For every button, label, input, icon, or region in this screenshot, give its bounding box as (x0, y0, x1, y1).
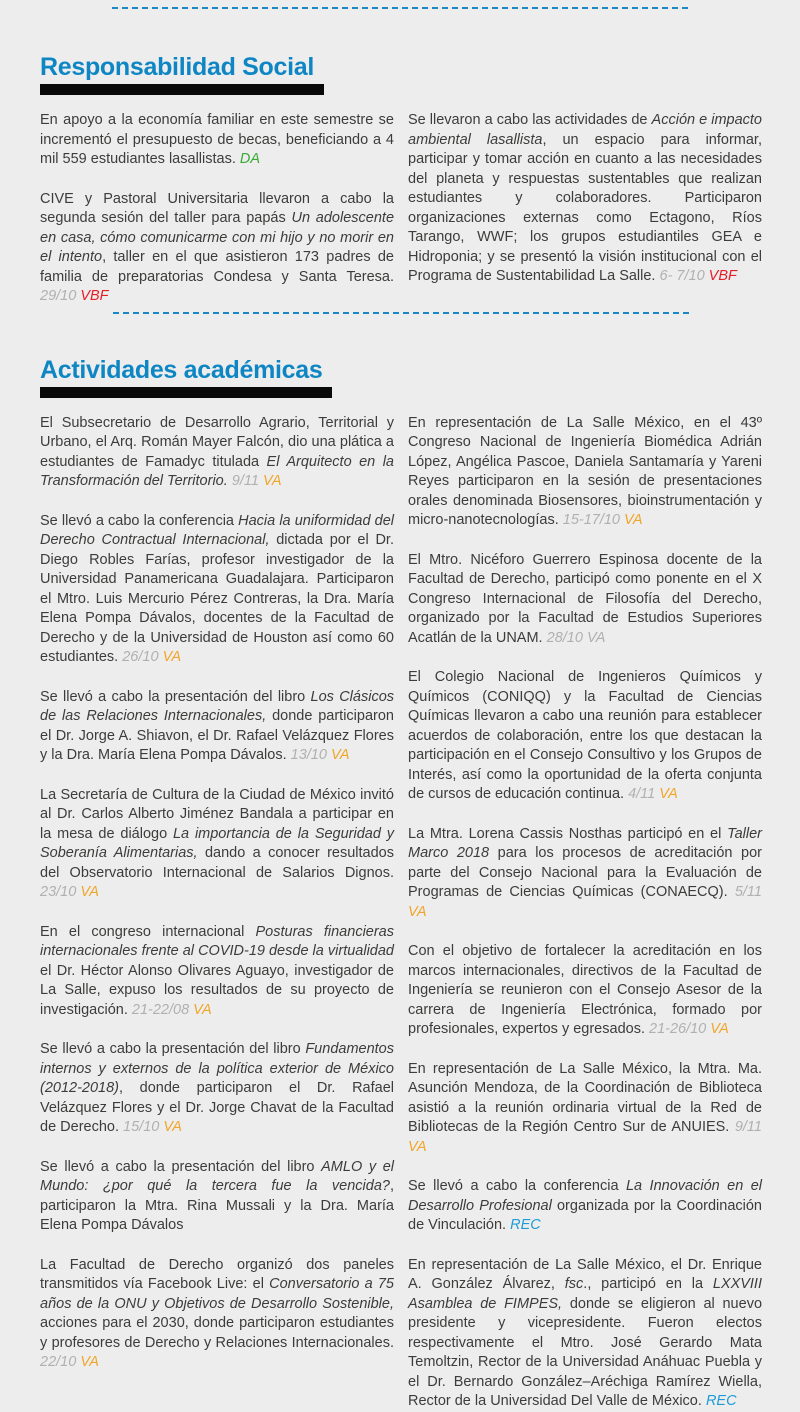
text-run: ., participó en la (583, 1276, 713, 1292)
news-paragraph (40, 512, 394, 668)
italic-text-run: Conversatorio a 75 años de la ONU y Objetivos de Desarrollo Sostenible, (40, 1276, 394, 1312)
news-paragraph (40, 190, 394, 307)
date-stamp: 21-26/10 (649, 1021, 711, 1037)
italic-text-run: LXXVIII Asamblea de FIMPES, (408, 1276, 762, 1312)
section-title-text: Responsabilidad Social (40, 53, 315, 81)
left-column (40, 414, 394, 1373)
dept-tag-va: VA (624, 512, 643, 528)
text-run: Se llevó a cabo la presentación del libro (40, 688, 311, 705)
italic-text-run: Los Clásicos de las Relaciones Internacionales, (40, 688, 395, 724)
text-run: Con el objetivo de fortalecer la acreditación en los marcos internacionales, directivos de la Facultad de Ingeniería se reunieron con el Consejo Asesor de la carrera de Ingeniería Electrónica, formado por profesionales, expertos y egresados. (408, 943, 762, 1037)
news-paragraph (408, 551, 762, 649)
text-run: , un espacio para informar, participar y tomar acción en cuanto a las necesidades del planeta y respuestas sustentables que realizan estudiantes y colaboradores. Participaron organizaciones externas como Ectagono, Ríos Tarango, WWF; los grupos estudiantiles GEA e Hidroponia; y se presentó la visión institucional con el Programa de Sustentabilidad La Salle. (408, 131, 762, 284)
text-run: donde se eligieron al nuevo presidente y vicepresidente. Fueron electos respectivamente el Mtro. José Gerardo Mata Temoltzin, Rector de la Universidad Anáhuac Puebla y el Dr. Bernardo González–Aréchiga Ramírez Wiella, Rector de la Universidad Del Valle de México. (408, 1295, 763, 1409)
date-stamp: 28/10 VA (546, 629, 606, 646)
top-dashed-divider (112, 7, 688, 9)
title-underline-bar (40, 387, 332, 398)
section-actividades-academicas (40, 356, 762, 1412)
text-run: dando a conocer resultados del Observatorio Internacional de Salarios Dignos. (40, 845, 394, 881)
news-paragraph (40, 1040, 394, 1138)
text-run: La Mtra. Lorena Cassis Nosthas participó en el (408, 825, 728, 842)
text-run: , donde participaron el Dr. Rafael Velázquez Flores y el Dr. Jorge Chavat de la Facultad de Derecho. (40, 1080, 394, 1135)
text-run: El Mtro. Nicéforo Guerrero Espinosa docente de la Facultad de Derecho, participó como ponente en el X Congreso Internacional de Filosofía del Derecho, organizado por la Facultad de Estudios Superiores Acatlán de la UNAM. (408, 551, 762, 646)
dept-tag-va: VA (262, 473, 282, 489)
news-paragraph (408, 1177, 762, 1236)
text-run: CIVE y Pastoral Universitaria llevaron a cabo la segunda sesión del taller para papás (40, 190, 394, 226)
text-run: acciones para el 2030, donde participaron estudiantes y profesores de Derecho y Relaciones Internacionales. (40, 1315, 394, 1351)
text-run: dictada por el Dr. Diego Robles Farías, profesor investigador de la Universidad Panamericana Guadalajara. Participaron el Mtro. Luis Mercurio Pérez Contreras, la Dra. María Elena Pompa Dávalos, docentes de la Facultad de Derecho y de la Universidad de Houston así como 60 estudiantes. (40, 532, 394, 665)
dept-tag-va: VA (80, 884, 99, 900)
date-stamp: 21-22/08 (131, 1001, 194, 1018)
text-run: , taller en el que asistieron 173 padres de familia de preparatorias Condesa y Santa Teresa. (40, 249, 394, 285)
date-stamp: 26/10 (122, 649, 163, 665)
italic-text-run: Hacia la uniformidad del Derecho Contractual Internacional, (40, 512, 394, 548)
text-run: Se llevaron a cabo las actividades de (408, 112, 652, 128)
date-stamp: 9/11 (231, 473, 263, 489)
right-column (408, 414, 762, 1412)
text-run: En representación de La Salle México, en el 43º Congreso Nacional de Ingeniería Biomédica Adrián López, Angélica Pascoe, Daniela Santamaría y Yareni Reyes participaron en la sesión de presentaciones orales denominada Biosensores, bioinstrumentación y micro-nanotecnologías. (408, 414, 762, 528)
news-paragraph (40, 1158, 394, 1236)
italic-text-run: La importancia de la Seguridad y Soberanía Alimentarias, (40, 825, 395, 861)
date-stamp: 6- 7/10 (659, 268, 709, 284)
italic-text-run: Taller Marco 2018 (408, 825, 762, 861)
text-run: En el congreso internacional (40, 923, 256, 940)
dept-tag-va: VA (408, 903, 427, 920)
dept-tag-va: VA (330, 747, 350, 763)
dept-tag-rec: REC (705, 1393, 737, 1409)
title-underline-bar (40, 84, 324, 95)
news-paragraph (40, 111, 394, 170)
news-paragraph (40, 688, 394, 766)
dept-tag-va: VA (163, 1119, 182, 1135)
italic-text-run: La Innovación en el Desarrollo Profesional (408, 1178, 762, 1214)
section-header (40, 53, 762, 95)
italic-text-run: fsc (564, 1276, 584, 1292)
dept-tag-da: DA (239, 151, 261, 167)
news-paragraph (40, 786, 394, 903)
news-paragraph (408, 414, 762, 531)
date-stamp: 15-17/10 (562, 512, 625, 528)
dept-tag-rec: REC (510, 1217, 541, 1233)
news-paragraph (40, 923, 394, 1021)
dept-tag-va: VA (162, 649, 182, 665)
text-run: Se llevó a cabo la conferencia (40, 512, 239, 529)
italic-text-run: El Arquitecto en la Transformación del Territorio. (40, 453, 394, 489)
text-run: El Subsecretario de Desarrollo Agrario, Territorial y Urbano, el Arq. Román Mayer Falcón, dio una plática a estudiantes de Famadyc titulada (40, 414, 394, 470)
news-paragraph (408, 942, 762, 1040)
section-title (40, 356, 322, 398)
two-column-layout (40, 414, 762, 1412)
text-run: para los procesos de acreditación por parte del Consejo Nacional para la Evaluación de Programas de Ciencias Químicas (CONAECQ). (408, 845, 762, 900)
text-run: En representación de La Salle México, la Mtra. Ma. Asunción Mendoza, de la Coordinación de Biblioteca asistió a la reunión ordinaria virtual de la Red de Bibliotecas de la Región Centro Sur de ANUIES. (408, 1060, 762, 1135)
news-paragraph (408, 668, 762, 805)
dept-tag-va: VA (80, 1354, 99, 1370)
text-run: La Secretaría de Cultura de la Ciudad de México invitó al Dr. Carlos Alberto Jiménez Bandala a participar en la mesa de diálogo (40, 786, 394, 842)
section-title (40, 53, 314, 95)
news-paragraph (40, 1256, 394, 1373)
date-stamp: 22/10 (40, 1354, 81, 1370)
date-stamp: 4/11 (628, 786, 660, 802)
text-run: Se llevó a cabo la presentación del libro (40, 1041, 306, 1057)
two-column-layout (40, 111, 762, 307)
section-responsabilidad-social (40, 53, 762, 307)
text-run: organizada por la Coordinación de Vinculación. (408, 1197, 762, 1233)
middle-dashed-divider (113, 312, 689, 314)
news-paragraph (408, 111, 762, 287)
dept-tag-va: VA (193, 1001, 212, 1018)
date-stamp: 23/10 (40, 884, 81, 900)
news-paragraph (40, 414, 394, 492)
dept-tag-vbf: VBF (80, 288, 109, 304)
newsletter-page (0, 7, 800, 1412)
italic-text-run: Un adolescente en casa, cómo comunicarme con mi hijo y no morir en el intento (40, 210, 395, 265)
dept-tag-va: VA (659, 786, 678, 802)
text-run: donde participaron el Dr. Jorge A. Shiavon, el Dr. Rafael Velázquez Flores y la Dra. María Elena Pompa Dávalos. (40, 708, 394, 763)
section-header (40, 356, 762, 398)
text-run: , participaron la Mtra. Rina Mussali y la Dra. María Elena Pompa Dávalos (40, 1178, 394, 1233)
text-run: En representación de La Salle México, el Dr. Enrique A. González Álvarez, (408, 1256, 762, 1292)
text-run: Se llevó a cabo la conferencia (408, 1178, 626, 1194)
left-column (40, 111, 394, 307)
italic-text-run: Posturas financieras internacionales frente al COVID-19 desde la virtualidad (40, 923, 394, 959)
date-stamp: 5/11 (734, 884, 762, 900)
news-paragraph (408, 1256, 762, 1412)
text-run: El Colegio Nacional de Ingenieros Químicos y Químicos (CONIQQ) y la Facultad de Ciencias Químicas llevaron a cabo una reunión para establecer acuerdos de colaboración, entre los que destacan la participación en el Consejo Consultivo y los Grupos de Interés, así como la oportunidad de la oferta conjunta de cursos de educación continua. (408, 669, 762, 802)
text-run: Se llevó a cabo la presentación del libro (40, 1158, 322, 1175)
page-content (0, 53, 800, 1412)
text-run: el Dr. Héctor Alonso Olivares Aguayo, investigador de La Salle, expuso los resultados de su proyecto de investigación. (40, 962, 394, 1018)
dept-tag-vbf: VBF (708, 268, 737, 284)
right-column (408, 111, 762, 287)
italic-text-run: AMLO y el Mundo: ¿por qué la tercera fue la vencida? (40, 1158, 395, 1194)
news-paragraph (408, 825, 762, 923)
dept-tag-va: VA (408, 1138, 427, 1155)
date-stamp: 15/10 (123, 1119, 164, 1135)
text-run: La Facultad de Derecho organizó dos paneles transmitidos vía Facebook Live: el (40, 1256, 394, 1292)
italic-text-run: Fundamentos internos y externos de la política exterior de México (2012-2018) (40, 1041, 394, 1096)
section-title-text: Actividades académicas (40, 355, 323, 384)
text-run: En apoyo a la economía familiar en este semestre se incrementó el presupuesto de becas, beneficiando a 4 mil 559 estudiantes lasallistas. (40, 112, 394, 167)
news-paragraph (408, 1060, 762, 1158)
date-stamp: 13/10 (290, 747, 331, 763)
date-stamp: 9/11 (734, 1119, 762, 1135)
dept-tag-va: VA (710, 1021, 729, 1037)
date-stamp: 29/10 (40, 288, 81, 304)
italic-text-run: Acción e impacto ambiental lasallista (408, 112, 762, 148)
